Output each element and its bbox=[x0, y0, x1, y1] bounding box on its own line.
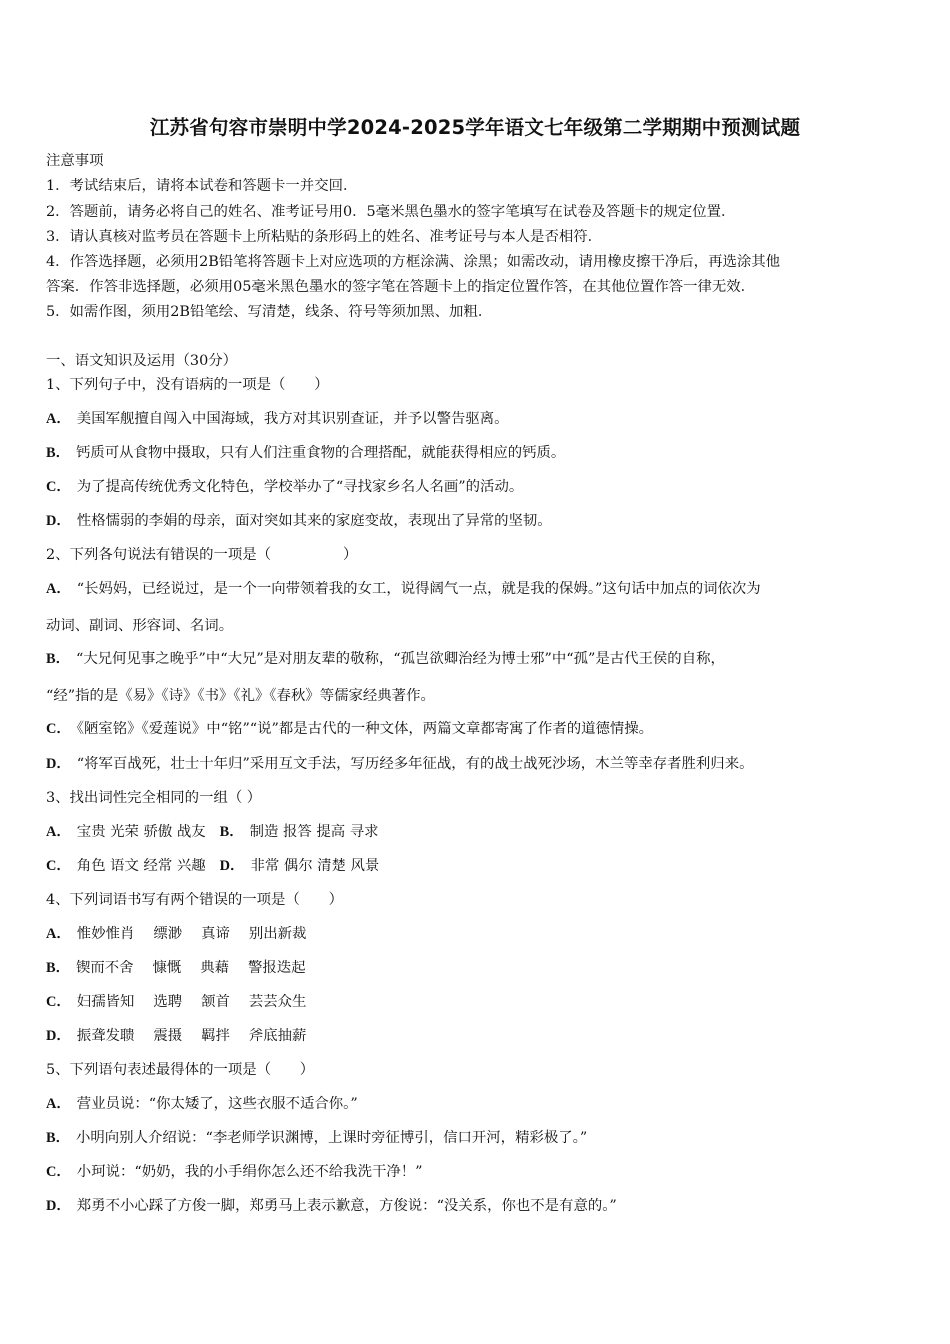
option-text: 郑勇不小心踩了方俊一脚，郑勇马上表示歉意，方俊说：“没关系，你也不是有意的。” bbox=[76, 1198, 617, 1214]
option-text: 宝贵 光荣 骄傲 战友 bbox=[76, 824, 206, 840]
q4-option-a bbox=[46, 925, 306, 943]
option-letter: D． bbox=[219, 858, 245, 874]
option-letter: D． bbox=[46, 1198, 71, 1214]
q5-option-b bbox=[46, 1129, 587, 1147]
option-text: “大兄何见事之晚乎”中“大兄”是对朋友辈的敬称，“孤岂欲卿治经为博士邪”中“孤”是古代王侯的自称， bbox=[76, 651, 725, 667]
section-heading: 一、语文知识及运用（30分） bbox=[46, 353, 237, 369]
option-text: 钙质可从食物中摄取，只有人们注重食物的合理搭配，就能获得相应的钙质。 bbox=[76, 445, 566, 461]
q2-option-d bbox=[46, 755, 753, 773]
question-stem-3: 3、找出词性完全相同的一组（ ） bbox=[46, 790, 262, 806]
option-letter: A． bbox=[46, 1096, 71, 1112]
option-text: 小珂说：“奶奶，我的小手绢你怎么还不给我洗干净！” bbox=[76, 1164, 423, 1180]
notice-item: 答案．作答非选择题，必须用05毫米黑色墨水的签字笔在答题卡上的指定位置作答，在其他位置作答一律无效． bbox=[46, 279, 756, 295]
q1-option-d bbox=[46, 512, 552, 530]
q5-option-c bbox=[46, 1163, 423, 1181]
notice-item: 3．请认真核对监考员在答题卡上所粘贴的条形码上的姓名、准考证号与本人是否相符． bbox=[46, 229, 603, 245]
option-letter: C． bbox=[46, 479, 71, 495]
q5-option-d bbox=[46, 1197, 617, 1215]
q3-row-ab bbox=[46, 823, 379, 841]
option-letter: B． bbox=[46, 960, 70, 976]
option-letter: B． bbox=[46, 1130, 70, 1146]
option-text: 小明向别人介绍说：“李老师学识渊博，上课时旁征博引，信口开河，精彩极了。” bbox=[76, 1130, 588, 1146]
q2-option-b-cont: “经”指的是《易》《诗》《书》《礼》《春秋》等儒家经典著作。 bbox=[46, 688, 435, 704]
option-text: 制造 报答 提高 寻求 bbox=[249, 824, 379, 840]
option-text: 为了提高传统优秀文化特色，学校举办了“寻找家乡名人名画”的活动。 bbox=[76, 479, 524, 495]
option-text: 锲而不舍 慷慨 典藉 警报迭起 bbox=[76, 960, 306, 976]
option-text: 振聋发聩 震摄 羁拌 斧底抽薪 bbox=[76, 1028, 307, 1044]
option-letter: D． bbox=[46, 1028, 71, 1044]
option-text: 非常 偶尔 清楚 风景 bbox=[250, 858, 380, 874]
option-letter: C． bbox=[46, 994, 71, 1010]
option-text: 性格懦弱的李娟的母亲，面对突如其来的家庭变故，表现出了异常的坚韧。 bbox=[76, 513, 552, 529]
notice-item: 1．考试结束后，请将本试卷和答题卡一并交回． bbox=[46, 178, 358, 194]
option-letter: C． bbox=[46, 1164, 71, 1180]
option-text: 妇孺皆知 选聘 颔首 芸芸众生 bbox=[76, 994, 307, 1010]
option-text: 角色 语文 经常 兴趣 bbox=[76, 858, 206, 874]
question-stem-1: 1、下列句子中，没有语病的一项是（ ） bbox=[46, 377, 329, 393]
option-letter: B． bbox=[219, 824, 244, 840]
option-letter: C． bbox=[46, 858, 71, 874]
q4-option-c bbox=[46, 993, 306, 1011]
question-stem-4: 4、下列词语书写有两个错误的一项是（ ） bbox=[46, 892, 343, 908]
question-stem-5: 5、下列语句表述最得体的一项是（ ） bbox=[46, 1062, 315, 1078]
q2-option-a bbox=[46, 580, 761, 598]
notice-item: 5．如需作图，须用2B铅笔绘、写清楚，线条、符号等须加黑、加粗． bbox=[46, 304, 493, 320]
option-text: “将军百战死，壮士十年归”采用互文手法，写历经多年征战，有的战士战死沙场，木兰等幸存者胜利归来。 bbox=[76, 756, 754, 772]
q2-option-a-cont: 动词、副词、形容词、名词。 bbox=[46, 618, 234, 634]
option-letter: A． bbox=[46, 581, 71, 597]
notice-item: 4．作答选择题，必须用2B铅笔将答题卡上对应选项的方框涂满、涂黑；如需改动，请用橡皮擦干净后，再选涂其他 bbox=[46, 254, 781, 270]
option-letter: B． bbox=[46, 651, 70, 667]
notice-item: 2．答题前，请务必将自己的姓名、准考证号用0．5毫米黑色墨水的签字笔填写在试卷及答题卡的规定位置． bbox=[46, 204, 736, 220]
option-text: 美国军舰擅自闯入中国海域，我方对其识别查证，并予以警告驱离。 bbox=[76, 411, 509, 427]
q5-option-a bbox=[46, 1095, 358, 1113]
q1-option-c bbox=[46, 478, 523, 496]
option-letter: B． bbox=[46, 445, 70, 461]
q4-option-b bbox=[46, 959, 306, 977]
page-title: 江苏省句容市崇明中学2024-2025学年语文七年级第二学期期中预测试题 bbox=[149, 116, 801, 139]
option-text: 惟妙惟肖 缥渺 真谛 别出新裁 bbox=[76, 926, 307, 942]
question-stem-2: 2、下列各句说法有错误的一项是（ ） bbox=[46, 547, 358, 563]
q1-option-a bbox=[46, 410, 509, 428]
option-letter: C． bbox=[46, 721, 71, 737]
option-letter: A． bbox=[46, 926, 71, 942]
option-text: 《陋室铭》《爱莲说》中“铭”“说”都是古代的一种文体，两篇文章都寄寓了作者的道德情操。 bbox=[76, 721, 654, 737]
option-letter: D． bbox=[46, 756, 71, 772]
q2-option-c bbox=[46, 720, 653, 738]
q4-option-d bbox=[46, 1027, 306, 1045]
option-text: “长妈妈，已经说过，是一个一向带领着我的女工，说得阔气一点，就是我的保姆。”这句话中加点的词依次为 bbox=[76, 581, 761, 597]
option-letter: A． bbox=[46, 411, 71, 427]
q1-option-b bbox=[46, 444, 565, 462]
option-letter: A． bbox=[46, 824, 71, 840]
q2-option-b bbox=[46, 650, 725, 668]
option-text: 营业员说：“你太矮了，这些衣服不适合你。” bbox=[76, 1096, 358, 1112]
q3-row-cd bbox=[46, 857, 379, 875]
notice-heading: 注意事项 bbox=[46, 153, 104, 169]
option-letter: D． bbox=[46, 513, 71, 529]
